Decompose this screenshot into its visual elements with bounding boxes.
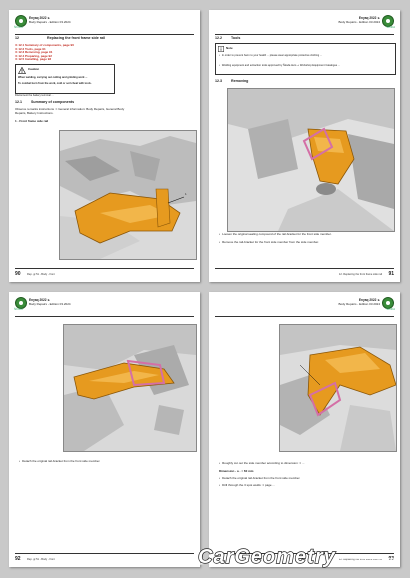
info-icon — [218, 46, 224, 52]
header-manual: Body Repairs - Edition 03.2024 — [29, 302, 71, 306]
footer-rule — [15, 553, 194, 554]
brand-name: ŠKODA — [14, 308, 23, 311]
header-model: Enyaq 2022 ➤ — [358, 298, 380, 302]
page-header — [338, 298, 380, 306]
page-number: 91 — [388, 271, 394, 277]
bullet-2: • Detach the original rail-bracket from the front side member. — [219, 477, 389, 481]
header-model: Enyaq 2022 ➤ — [29, 16, 51, 20]
sub-title: Tools — [231, 36, 241, 40]
manual-page-90 — [9, 10, 200, 282]
page-header — [338, 16, 380, 24]
caution-text-3: Disconnect the battery terminal ... — [15, 94, 54, 97]
figure-removing-bracket — [227, 88, 395, 232]
figure-front-frame-rail — [59, 130, 197, 260]
figure-callout: 1 — [185, 192, 187, 196]
footer-rule — [215, 268, 394, 269]
header-model: Enyaq 2022 ➤ — [358, 16, 380, 20]
sub3-title: Removing — [231, 79, 249, 83]
bullet-1: • Roughly cut out the side member according to dimension ⇒ ... — [219, 462, 389, 466]
link-installing[interactable]: ⇒ 12.5 Installing, page 93 — [15, 57, 52, 62]
caution-text-1: When welding, carrying out cutting and grinding work ... — [18, 76, 88, 79]
link-summary[interactable]: ⇒ 12.1 Summary of components, page 90 — [15, 43, 74, 47]
note-text-1: • In order to prevent harm to your health ... please wear appropriate protective clothing ... — [219, 54, 391, 57]
brand-name: ŠKODA — [386, 308, 395, 311]
manual-page-93 — [209, 292, 400, 567]
page-number: 92 — [15, 556, 21, 562]
manual-page-91 — [209, 10, 400, 282]
header-rule — [215, 34, 394, 35]
bullet-3: • Drill through the 3 spot welds ⇒ page ... — [219, 484, 389, 488]
page-footer: 12. Replacing the front frame side rail — [338, 273, 382, 276]
note-box — [215, 43, 396, 75]
header-rule — [15, 34, 194, 35]
note-text-2: • Welding equipment and extraction tools approved by Škoda Auto ⇒ Workshop Equipment Catalogue ... — [219, 64, 391, 67]
caution-text-2: To combat burn from the work, cold or soil cheat with tools. — [18, 82, 92, 85]
section-title: Replacing the front frame side rail — [47, 36, 106, 40]
brand-name: ŠKODA — [386, 26, 395, 29]
item-label: 1 - Front frame side rail — [15, 119, 49, 123]
brand-name: ŠKODA — [14, 26, 23, 29]
sub3-number: 12.3 — [215, 79, 222, 83]
page-header — [29, 298, 71, 306]
caution-label: Caution — [28, 67, 40, 71]
cargeometry-watermark-logo — [190, 545, 400, 569]
note-label: Note — [226, 46, 233, 50]
bullet-1: • Detach the original rail-bracket from the front side member. — [19, 460, 189, 464]
header-manual: Body Repairs - Edition 03.2024 — [29, 20, 71, 24]
header-model: Enyaq 2022 ➤ — [29, 298, 51, 302]
header-rule — [15, 316, 194, 317]
page-footer: 12. Replacing the front frame side rail — [338, 558, 382, 561]
dimension-label: Dimension - a - = 60 mm — [219, 469, 254, 473]
header-manual: Body Repairs - Edition 03.2024 — [338, 302, 380, 306]
header-manual: Body Repairs - Edition 03.2024 — [338, 20, 380, 24]
bullet-2: • Remove the rail-bracket for the front side member from the side member. — [219, 241, 389, 245]
page-footer: Rep. gr.51 - Body - front — [27, 273, 55, 276]
figure-cut-side-member — [279, 324, 397, 452]
bullet-1: • Loosen the original sealing compound of the rail-bracket for the front side member. — [219, 233, 389, 237]
link-preparing[interactable]: ⇒ 12.4 Preparing, page 92 — [15, 53, 52, 58]
body-text: Observe remarks instructions ⇒ General information: Body Repairs, General Body Repairs, Battery Instructions. — [15, 107, 125, 115]
page-number: 93 — [388, 556, 394, 562]
footer-rule — [15, 268, 194, 269]
sub-title: Summary of components — [31, 100, 75, 104]
page-header — [29, 16, 71, 24]
link-tools[interactable]: ⇒ 12.2 Tools, page 91 — [15, 46, 46, 51]
section-number: 12 — [15, 36, 19, 40]
figure-detach-bracket — [63, 324, 197, 452]
caution-box — [15, 64, 115, 94]
sub-number: 12.1 — [15, 100, 22, 104]
page-number: 90 — [15, 271, 21, 277]
watermark-swoosh-icon — [190, 545, 400, 569]
link-removing[interactable]: ⇒ 12.3 Removing, page 91 — [15, 50, 53, 55]
link-list — [15, 44, 74, 62]
sub-number: 12.2 — [215, 36, 222, 40]
page-footer: Rep. gr.51 - Body - front — [27, 558, 55, 561]
warning-triangle-icon — [18, 67, 26, 74]
manual-page-92 — [9, 292, 200, 567]
header-rule — [215, 316, 394, 317]
watermark-text: CarGeometry — [198, 546, 336, 568]
